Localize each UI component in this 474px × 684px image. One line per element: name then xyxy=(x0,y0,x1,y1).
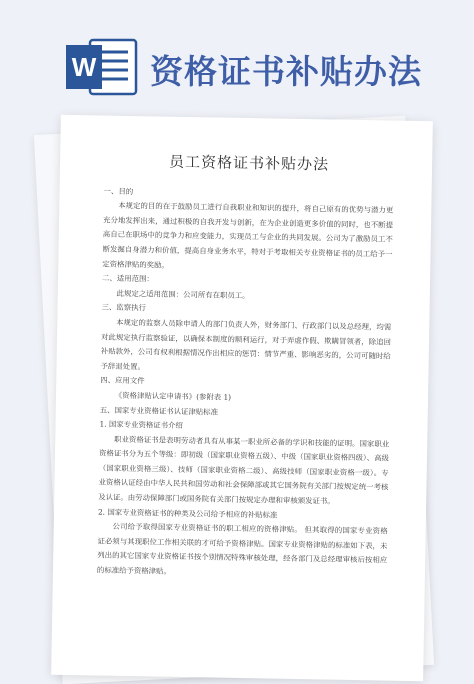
banner-title: 资格证书补贴办法 xyxy=(150,52,422,91)
section-heading: 一、目的 xyxy=(103,186,134,196)
page-header xyxy=(0,0,474,120)
paragraph: 此规定之适用范围：公司所有在职员工。 xyxy=(116,288,250,300)
section-heading: 三、监察执行 xyxy=(101,302,146,313)
document-body xyxy=(97,184,394,583)
section-heading: 四、应用文件 xyxy=(100,375,145,386)
section-heading: 二、适用范围： xyxy=(101,273,154,284)
section-heading: 五、国家专业资格证书认证津贴标准 xyxy=(99,405,219,417)
document-page xyxy=(51,115,433,681)
subsection-heading: 1. 国家专业资格证书介绍 xyxy=(99,419,183,431)
paragraph: 职业资格证书是表明劳动者具有从事某一职业所必备的学识和技能的证明。国家职业资格证书分为五个等级：即初级（国家职业资格五级）、中级（国家职业资格四级）、高级（国家职业资格三级）、技师（国家职业资格二级）、高级技师（国家职业资格一级）。专业资格认证经由中华人民共和国劳动和社会保障部或其它国务院有关部门按规定统一考核及认证。由劳动保障部门或国务院有关部门按规定办理和审核颁发证书。 xyxy=(98,434,390,506)
word-document-icon xyxy=(64,36,140,98)
paragraph: 本规定的目的在于鼓励员工进行自我职业和知识的提升，将自己原有的优势与潜力更充分地发挥出来，通过积极的自我开发与创新，在为企业创造更多价值的同时，也不断提高自己在职场中的竞争力和应变能力，实现员工与企业的共同发展。公司为了激励员工不断发掘自身潜力和价值，提高自身业务水平，特对于考取相关专业资格证书的员工给予一定资格津贴的奖励。 xyxy=(102,200,394,270)
paragraph: 本规定的监察人员除申请人的部门负责人外，财务部门、行政部门以及总经理，均需对此规定执行监察验证，以确保本制度的顺利运行，对于弄虚作假、欺瞒冒领者，除追回补贴款外，公司有权利根据情况作出相应的惩罚：情节严重、影响恶劣的，公司可随时给予辞退处置。 xyxy=(100,317,392,372)
paragraph: 公司给予取得国家专业资格证书的职工相应的资格津贴。 但其取得的国家专业资格证必须与其现职位工作相关联的才可给予资格津贴。国家专业资格津贴的标准如下表，未列出的其它国家专业资格证书按个别情况特殊审核处理，经各部门及总经理审核后按相应的标准给予资格津贴。 xyxy=(96,522,388,576)
reference-line: 《资格津贴认定申请书》(参附表 1) xyxy=(114,390,232,402)
document-content xyxy=(97,154,394,584)
document-title: 员工资格证书补贴办法 xyxy=(168,152,330,174)
subsection-heading: 2. 国家专业资格证书的种类及公司给予相应的补贴标准 xyxy=(97,507,278,520)
word-icon-letter: W xyxy=(71,52,97,82)
